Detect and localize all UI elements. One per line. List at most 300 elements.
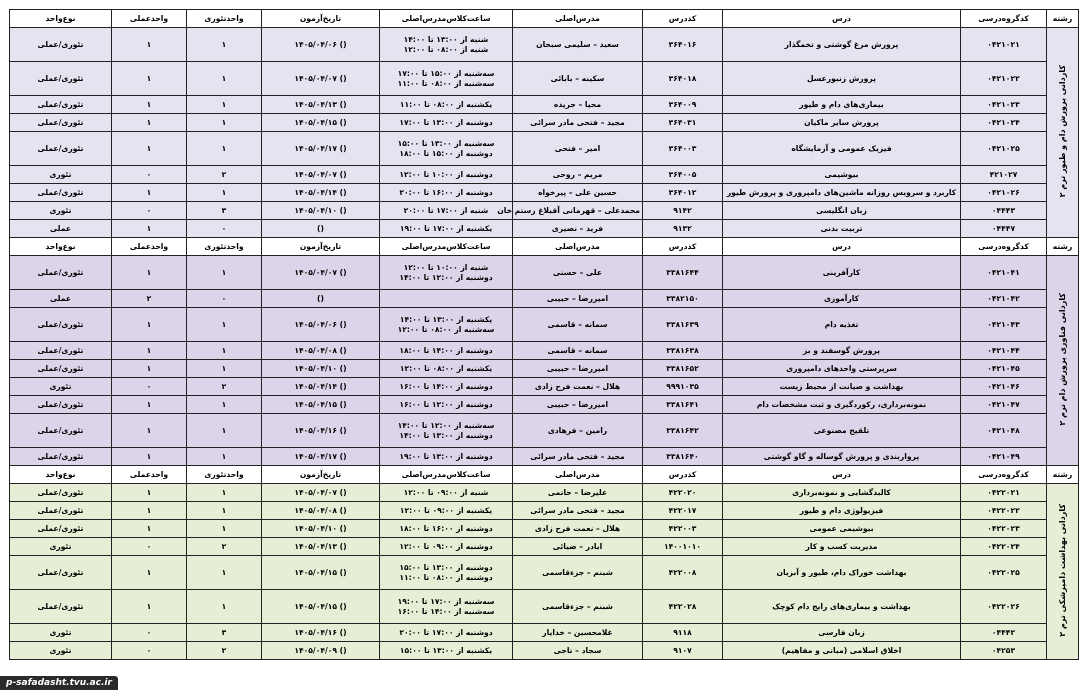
teacher-cell: رامین – فرهادی — [513, 414, 643, 448]
theory-units-cell: ۲ — [187, 642, 262, 660]
field-name-cell — [1047, 28, 1079, 238]
exam-date-header: تاریخ‌آزمون — [262, 238, 380, 256]
class-time-cell — [380, 396, 513, 414]
class-time-line: سه‌شنبه از ۱۲:۰۰ تا ۱۴:۰۰ — [397, 421, 495, 431]
table-row — [10, 624, 1079, 642]
group-code-cell: ۰۴۲۱۰۲۲ — [961, 62, 1047, 96]
unit-type-cell: تئوری/عملی — [10, 396, 112, 414]
unit-type-cell: تئوری/عملی — [10, 502, 112, 520]
exam-date-cell: () ۱۴۰۵/۰۴/۰۶ — [262, 308, 380, 342]
exam-date-cell: () ۱۴۰۵/۰۴/۱۰ — [262, 520, 380, 538]
unit-type-cell: تئوری — [10, 538, 112, 556]
class-time-line: سه‌شنبه از ۰۸:۰۰ تا ۱۲:۰۰ — [397, 324, 495, 334]
course-code-cell: ۳۳۸۲۱۵۰ — [643, 290, 723, 308]
course-code-cell: ۹۱۱۸ — [643, 624, 723, 642]
course-code-cell: ۳۳۸۱۶۴۴ — [643, 256, 723, 290]
theory-units-cell: ۰ — [187, 290, 262, 308]
teacher-cell: حسین علی – پیرخواه — [513, 184, 643, 202]
course-name-cell: پرورش زنبورعسل — [723, 62, 961, 96]
unit-type-header: نوع‌واحد — [10, 238, 112, 256]
table-row — [10, 360, 1079, 378]
class-time-line: دوشنبه از ۱۲:۰۰ تا ۱۴:۰۰ — [399, 272, 493, 282]
group-code-cell: ۰۴۲۱۰۲۱ — [961, 28, 1047, 62]
exam-date-header: تاریخ‌آزمون — [262, 466, 380, 484]
table-row — [10, 114, 1079, 132]
teacher-header: مدرس‌اصلی — [513, 466, 643, 484]
theory-units-header: واحدتئوری — [187, 10, 262, 28]
theory-units-cell: ۱ — [187, 256, 262, 290]
class-time-cell — [380, 28, 513, 62]
table-row — [10, 378, 1079, 396]
unit-type-cell: تئوری/عملی — [10, 360, 112, 378]
practical-units-cell: ۱ — [112, 256, 187, 290]
class-time-cell — [380, 256, 513, 290]
group-code-cell: ۰۴۲۱۰۲۶ — [961, 184, 1047, 202]
group-code-cell: ۰۴۴۴۳ — [961, 202, 1047, 220]
table-row — [10, 396, 1079, 414]
exam-date-header: تاریخ‌آزمون — [262, 10, 380, 28]
course-code-cell: ۳۶۴۰۰۹ — [643, 96, 723, 114]
group-code-cell: ۰۴۲۱۰۴۱ — [961, 256, 1047, 290]
course-code-cell: ۱۴۰۰۱۰۱۰ — [643, 538, 723, 556]
section-header-row — [10, 466, 1079, 484]
teacher-header: مدرس‌اصلی — [513, 10, 643, 28]
class-time-line: یکشنبه از ۰۸:۰۰ تا ۱۲:۰۰ — [399, 363, 493, 373]
section-header-row — [10, 238, 1079, 256]
practical-units-header: واحدعملی — [112, 10, 187, 28]
practical-units-cell: ۱ — [112, 396, 187, 414]
practical-units-cell: ۱ — [112, 132, 187, 166]
teacher-cell: شبنم – جزءقاسمی — [513, 556, 643, 590]
table-row — [10, 166, 1079, 184]
unit-type-header: نوع‌واحد — [10, 10, 112, 28]
unit-type-cell: تئوری — [10, 166, 112, 184]
practical-units-cell: ۰ — [112, 538, 187, 556]
theory-units-cell: ۱ — [187, 556, 262, 590]
class-time-line: دوشنبه از ۱۳:۰۰ تا ۱۹:۰۰ — [399, 451, 493, 461]
course-name-cell: کالبدگشایی و نمونه‌برداری — [723, 484, 961, 502]
table-row — [10, 308, 1079, 342]
practical-units-cell: ۰ — [112, 378, 187, 396]
course-name-cell: مدیریت کسب و کار — [723, 538, 961, 556]
exam-date-cell: () ۱۴۰۵/۰۴/۰۷ — [262, 256, 380, 290]
unit-type-cell: تئوری/عملی — [10, 590, 112, 624]
unit-type-cell: تئوری/عملی — [10, 62, 112, 96]
group-code-cell: ۰۴۲۱۰۲۳ — [961, 96, 1047, 114]
theory-units-cell: ۱ — [187, 590, 262, 624]
table-row — [10, 184, 1079, 202]
practical-units-cell: ۱ — [112, 484, 187, 502]
class-time-line: سه‌شنبه از ۱۳:۰۰ تا ۱۵:۰۰ — [397, 139, 495, 149]
exam-date-cell: () ۱۴۰۵/۰۴/۰۹ — [262, 642, 380, 660]
practical-units-cell: ۱ — [112, 342, 187, 360]
class-time-line: دوشنبه از ۱۳:۰۰ تا ۱۵:۰۰ — [399, 563, 493, 573]
practical-units-cell: ۰ — [112, 642, 187, 660]
theory-units-cell: ۰ — [187, 220, 262, 238]
course-name-cell: زبان انگلیسی — [723, 202, 961, 220]
course-name-cell: پرورش مرغ گوشتی و تخمگذار — [723, 28, 961, 62]
class-time-line: شنبه از ۱۷:۰۰ تا ۲۰:۰۰ — [403, 205, 489, 215]
group-code-header: کدگروه‌درسی — [961, 238, 1047, 256]
table-row — [10, 556, 1079, 590]
exam-date-cell: () ۱۴۰۵/۰۴/۰۸ — [262, 342, 380, 360]
course-code-cell: ۹۱۳۲ — [643, 220, 723, 238]
teacher-cell: سکینه – بابائی — [513, 62, 643, 96]
unit-type-cell: عملی — [10, 220, 112, 238]
unit-type-cell: تئوری — [10, 202, 112, 220]
unit-type-cell: تئوری/عملی — [10, 28, 112, 62]
practical-units-cell: ۰ — [112, 202, 187, 220]
group-code-cell: ۰۴۲۱۰۴۴ — [961, 342, 1047, 360]
practical-units-cell: ۱ — [112, 556, 187, 590]
table-row — [10, 484, 1079, 502]
course-name-cell: فیزیک عمومی و آزمایشگاه — [723, 132, 961, 166]
class-time-cell — [380, 166, 513, 184]
class-time-line: دوشنبه از ۱۳:۰۰ تا ۱۴:۰۰ — [399, 430, 493, 440]
class-time-cell — [380, 538, 513, 556]
unit-type-cell: تئوری/عملی — [10, 132, 112, 166]
field-name: کاردانی پرورش دام و طیور ترم ۲ — [1057, 65, 1067, 198]
table-row — [10, 520, 1079, 538]
unit-type-cell: تئوری/عملی — [10, 484, 112, 502]
practical-units-header: واحدعملی — [112, 466, 187, 484]
field-header: رشته — [1047, 10, 1079, 28]
group-code-cell: ۰۴۲۱۰۴۳ — [961, 308, 1047, 342]
practical-units-cell: ۱ — [112, 62, 187, 96]
exam-date-cell: () ۱۴۰۵/۰۴/۱۶ — [262, 624, 380, 642]
class-time-line: شنبه از ۰۹:۰۰ تا ۱۲:۰۰ — [403, 487, 489, 497]
practical-units-cell: ۱ — [112, 448, 187, 466]
class-time-cell — [380, 132, 513, 166]
course-code-cell: ۹۱۴۲ — [643, 202, 723, 220]
site-logo: p-safadasht.tvu.ac.ir — [0, 676, 118, 690]
course-code-header: کددرس — [643, 238, 723, 256]
table-row — [10, 538, 1079, 556]
class-time-line: یکشنبه از ۰۸:۰۰ تا ۱۱:۰۰ — [399, 99, 493, 109]
exam-date-cell: () ۱۴۰۵/۰۴/۱۴ — [262, 184, 380, 202]
course-code-cell: ۹۹۹۱۰۳۵ — [643, 378, 723, 396]
practical-units-cell: ۱ — [112, 360, 187, 378]
group-code-cell: ۰۴۲۱۰۲۵ — [961, 132, 1047, 166]
course-code-cell: ۴۲۲۰۲۸ — [643, 590, 723, 624]
class-time-cell — [380, 520, 513, 538]
class-time-cell — [380, 96, 513, 114]
class-time-line: دوشنبه از ۱۶:۰۰ تا ۱۸:۰۰ — [399, 523, 493, 533]
exam-date-cell: () ۱۴۰۵/۰۴/۱۰ — [262, 202, 380, 220]
course-header: درس — [723, 10, 961, 28]
class-time-header: ساعت‌کلاس‌مدرس‌اصلی — [380, 10, 513, 28]
class-time-cell — [380, 502, 513, 520]
exam-date-cell: () ۱۴۰۵/۰۴/۱۳ — [262, 96, 380, 114]
course-name-cell: فیزیولوژی دام و طیور — [723, 502, 961, 520]
class-time-cell — [380, 590, 513, 624]
class-time-cell — [380, 556, 513, 590]
class-time-cell — [380, 220, 513, 238]
class-time-cell — [380, 360, 513, 378]
class-time-line: دوشنبه از ۱۰:۰۰ تا ۱۲:۰۰ — [399, 169, 493, 179]
theory-units-cell: ۱ — [187, 520, 262, 538]
class-time-line: یکشنبه از ۱۳:۰۰ تا ۱۵:۰۰ — [399, 645, 493, 655]
course-code-cell: ۳۳۸۱۶۳۹ — [643, 308, 723, 342]
practical-units-cell: ۱ — [112, 28, 187, 62]
teacher-header: مدرس‌اصلی — [513, 238, 643, 256]
course-header: درس — [723, 238, 961, 256]
table-row — [10, 642, 1079, 660]
teacher-cell: محمدعلی – قهرمانی آقبلاغ رستم خان — [513, 202, 643, 220]
class-time-line: شنبه از ۱۰:۰۰ تا ۱۲:۰۰ — [403, 263, 489, 273]
theory-units-cell: ۱ — [187, 96, 262, 114]
group-code-header: کدگروه‌درسی — [961, 10, 1047, 28]
teacher-cell: امیررضا – حبیبی — [513, 360, 643, 378]
group-code-cell: ۰۴۲۲۰۲۴ — [961, 538, 1047, 556]
teacher-cell: سمانه – قاسمی — [513, 308, 643, 342]
exam-date-cell: () ۱۴۰۵/۰۴/۰۶ — [262, 28, 380, 62]
group-code-cell: ۰۴۲۲۰۲۲ — [961, 502, 1047, 520]
class-time-line: دوشنبه از ۱۵:۰۰ تا ۱۸:۰۰ — [399, 148, 493, 158]
course-name-cell: تلقیح مصنوعی — [723, 414, 961, 448]
field-name-cell — [1047, 256, 1079, 466]
exam-date-cell: () ۱۴۰۵/۰۴/۰۷ — [262, 62, 380, 96]
exam-date-cell: () ۱۴۰۵/۰۴/۰۷ — [262, 166, 380, 184]
table-row — [10, 256, 1079, 290]
field-header: رشته — [1047, 238, 1079, 256]
practical-units-header: واحدعملی — [112, 238, 187, 256]
theory-units-cell: ۳ — [187, 624, 262, 642]
theory-units-header: واحدتئوری — [187, 238, 262, 256]
course-code-cell: ۳۳۸۱۶۳۸ — [643, 342, 723, 360]
theory-units-cell: ۱ — [187, 360, 262, 378]
theory-units-header: واحدتئوری — [187, 466, 262, 484]
teacher-cell: امیررضا – حبیبی — [513, 290, 643, 308]
group-code-cell: ۰۴۴۴۲ — [961, 624, 1047, 642]
theory-units-cell: ۲ — [187, 166, 262, 184]
class-time-cell — [380, 378, 513, 396]
table-row — [10, 132, 1079, 166]
course-code-cell: ۴۲۲۰۲۰ — [643, 484, 723, 502]
course-name-cell: بهداشت و صیانت از محیط زیست — [723, 378, 961, 396]
unit-type-cell: تئوری — [10, 642, 112, 660]
unit-type-cell: تئوری/عملی — [10, 184, 112, 202]
class-time-line: یکشنبه از ۰۹:۰۰ تا ۱۲:۰۰ — [399, 505, 493, 515]
course-name-cell: زبان فارسی — [723, 624, 961, 642]
course-code-cell: ۳۶۴۰۱۸ — [643, 62, 723, 96]
unit-type-cell: تئوری — [10, 624, 112, 642]
group-code-cell: ۰۴۲۲۰۲۶ — [961, 590, 1047, 624]
class-time-line: دوشنبه از ۰۹:۰۰ تا ۱۲:۰۰ — [399, 541, 493, 551]
class-time-line: یکشنبه از ۱۳:۰۰ تا ۱۴:۰۰ — [399, 315, 493, 325]
theory-units-cell: ۱ — [187, 184, 262, 202]
group-code-cell: ۰۴۲۱۰۴۲ — [961, 290, 1047, 308]
table-row — [10, 448, 1079, 466]
exam-date-cell: () ۱۴۰۵/۰۴/۱۷ — [262, 448, 380, 466]
table-row — [10, 202, 1079, 220]
course-name-cell: تغذیه دام — [723, 308, 961, 342]
teacher-cell: علی – حسنی — [513, 256, 643, 290]
exam-date-cell: () ۱۴۰۵/۰۴/۱۷ — [262, 132, 380, 166]
exam-date-cell: () ۱۴۰۵/۰۴/۰۷ — [262, 484, 380, 502]
teacher-cell: مجید – فتحی مادر سرائی — [513, 114, 643, 132]
teacher-cell: سجاد – تاجی — [513, 642, 643, 660]
course-name-cell: کاربرد و سرویس روزانه ماشین‌های دامپروری و پرورش طیور — [723, 184, 961, 202]
theory-units-cell: ۱ — [187, 28, 262, 62]
class-time-header: ساعت‌کلاس‌مدرس‌اصلی — [380, 238, 513, 256]
theory-units-cell: ۱ — [187, 114, 262, 132]
exam-date-cell: () ۱۴۰۵/۰۴/۱۴ — [262, 378, 380, 396]
exam-date-cell: () ۱۴۰۵/۰۴/۱۳ — [262, 538, 380, 556]
practical-units-cell: ۱ — [112, 590, 187, 624]
course-code-cell: ۳۶۴۰۰۵ — [643, 166, 723, 184]
course-code-cell: ۳۶۴۰۱۲ — [643, 184, 723, 202]
table-row — [10, 502, 1079, 520]
theory-units-cell: ۲ — [187, 538, 262, 556]
practical-units-cell: ۱ — [112, 184, 187, 202]
course-name-cell: اخلاق اسلامی (مبانی و مفاهیم) — [723, 642, 961, 660]
course-name-cell: کارآموزی — [723, 290, 961, 308]
group-code-cell: ۰۴۲۲۰۲۵ — [961, 556, 1047, 590]
class-time-cell — [380, 114, 513, 132]
theory-units-cell: ۱ — [187, 62, 262, 96]
course-name-cell: پرورش سایر ماکیان — [723, 114, 961, 132]
practical-units-cell: ۰ — [112, 166, 187, 184]
unit-type-cell: تئوری/عملی — [10, 342, 112, 360]
unit-type-cell: تئوری/عملی — [10, 520, 112, 538]
practical-units-cell: ۱ — [112, 114, 187, 132]
teacher-cell: شبنم – جزءقاسمی — [513, 590, 643, 624]
class-time-line: دوشنبه از ۰۸:۰۰ تا ۱۱:۰۰ — [399, 572, 493, 582]
theory-units-cell: ۳ — [187, 202, 262, 220]
course-name-cell: بیوشیمی عمومی — [723, 520, 961, 538]
class-time-cell — [380, 308, 513, 342]
class-time-line: شنبه از ۱۳:۰۰ تا ۱۴:۰۰ — [403, 35, 489, 45]
class-time-line: سه‌شنبه از ۱۵:۰۰ تا ۱۷:۰۰ — [397, 69, 495, 79]
group-code-cell: ۰۴۲۱۰۴۹ — [961, 448, 1047, 466]
practical-units-cell: ۱ — [112, 308, 187, 342]
exam-date-cell: () ۱۴۰۵/۰۴/۱۰ — [262, 360, 380, 378]
exam-date-cell: () ۱۴۰۵/۰۴/۱۵ — [262, 114, 380, 132]
unit-type-cell: عملی — [10, 290, 112, 308]
group-code-cell: ۰۴۲۱۰۴۶ — [961, 378, 1047, 396]
class-time-line: دوشنبه از ۱۴:۰۰ تا ۱۸:۰۰ — [399, 345, 493, 355]
unit-type-cell: تئوری/عملی — [10, 256, 112, 290]
theory-units-cell: ۱ — [187, 502, 262, 520]
course-code-cell: ۳۳۸۱۶۴۲ — [643, 414, 723, 448]
unit-type-cell: تئوری — [10, 378, 112, 396]
teacher-cell: هلال – نعمت فرح زادی — [513, 520, 643, 538]
theory-units-cell: ۱ — [187, 342, 262, 360]
unit-type-cell: تئوری/عملی — [10, 96, 112, 114]
theory-units-cell: ۱ — [187, 414, 262, 448]
course-code-header: کددرس — [643, 10, 723, 28]
course-code-cell: ۴۲۲۰۰۳ — [643, 520, 723, 538]
teacher-cell: هلال – نعمت فرح زادی — [513, 378, 643, 396]
unit-type-cell: تئوری/عملی — [10, 114, 112, 132]
class-time-cell — [380, 62, 513, 96]
class-time-header: ساعت‌کلاس‌مدرس‌اصلی — [380, 466, 513, 484]
teacher-cell: علیرضا – حاتمی — [513, 484, 643, 502]
class-time-cell — [380, 414, 513, 448]
class-time-line: سه‌شنبه از ۱۷:۰۰ تا ۱۹:۰۰ — [397, 597, 495, 607]
teacher-cell: غلامحسین – خدایار — [513, 624, 643, 642]
teacher-cell: مجید – فتحی مادر سرائی — [513, 502, 643, 520]
course-code-cell: ۳۳۸۱۶۴۱ — [643, 396, 723, 414]
practical-units-cell: ۱ — [112, 220, 187, 238]
exam-date-cell: () ۱۴۰۵/۰۴/۱۶ — [262, 414, 380, 448]
course-code-cell: ۳۶۴۰۰۳ — [643, 132, 723, 166]
practical-units-cell: ۱ — [112, 414, 187, 448]
field-name-cell — [1047, 484, 1079, 660]
group-code-cell: ۰۴۲۵۳ — [961, 642, 1047, 660]
table-row — [10, 290, 1079, 308]
class-time-cell — [380, 448, 513, 466]
schedule-container — [9, 9, 1078, 660]
exam-date-cell: () ۱۴۰۵/۰۴/۱۵ — [262, 396, 380, 414]
teacher-cell: امیررضا – حبیبی — [513, 396, 643, 414]
table-row — [10, 28, 1079, 62]
theory-units-cell: ۱ — [187, 484, 262, 502]
theory-units-cell: ۱ — [187, 308, 262, 342]
course-name-cell: بیوشیمی — [723, 166, 961, 184]
practical-units-cell: ۱ — [112, 502, 187, 520]
group-code-cell: ۰۴۲۱۰۴۷ — [961, 396, 1047, 414]
teacher-cell: سمانه – قاسمی — [513, 342, 643, 360]
group-code-cell: ۰۴۴۴۷ — [961, 220, 1047, 238]
class-time-line: دوشنبه از ۱۲:۰۰ تا ۱۶:۰۰ — [399, 399, 493, 409]
field-name: کاردانی بهداشت دامپزشکی ترم ۲ — [1057, 504, 1067, 637]
course-name-cell: بهداشت و بیماری‌های رایج دام کوچک — [723, 590, 961, 624]
course-name-cell: سرپرستی واحدهای دامپروری — [723, 360, 961, 378]
unit-type-cell: تئوری/عملی — [10, 414, 112, 448]
course-code-cell: ۳۳۸۱۶۵۲ — [643, 360, 723, 378]
group-code-cell: ۴۲۱۰۲۷ — [961, 166, 1047, 184]
class-time-line: یکشنبه از ۱۷:۰۰ تا ۱۹:۰۰ — [399, 223, 493, 233]
teacher-cell: فرید – نصیری — [513, 220, 643, 238]
teacher-cell: امیر – فتحی — [513, 132, 643, 166]
unit-type-cell: تئوری/عملی — [10, 448, 112, 466]
course-name-cell: بهداشت خوراک دام، طیور و آبزیان — [723, 556, 961, 590]
unit-type-cell: تئوری/عملی — [10, 556, 112, 590]
theory-units-cell: ۱ — [187, 132, 262, 166]
exam-date-cell: () — [262, 220, 380, 238]
schedule-table — [9, 9, 1079, 660]
course-name-cell: بیماری‌های دام و طیور — [723, 96, 961, 114]
exam-date-cell: () ۱۴۰۵/۰۴/۱۵ — [262, 590, 380, 624]
group-code-cell: ۰۴۲۲۰۲۳ — [961, 520, 1047, 538]
table-row — [10, 342, 1079, 360]
theory-units-cell: ۲ — [187, 378, 262, 396]
class-time-cell — [380, 202, 513, 220]
group-code-header: کدگروه‌درسی — [961, 466, 1047, 484]
class-time-cell — [380, 484, 513, 502]
theory-units-cell: ۱ — [187, 448, 262, 466]
course-name-cell: تربیت بدنی — [723, 220, 961, 238]
class-time-line: سه‌شنبه از ۰۸:۰۰ تا ۱۱:۰۰ — [397, 78, 495, 88]
class-time-line: دوشنبه از ۱۴:۰۰ تا ۱۶:۰۰ — [399, 381, 493, 391]
class-time-cell — [380, 624, 513, 642]
practical-units-cell: ۱ — [112, 520, 187, 538]
group-code-cell: ۰۴۲۱۰۴۵ — [961, 360, 1047, 378]
practical-units-cell: ۰ — [112, 624, 187, 642]
teacher-cell: مجید – فتحی مادر سرائی — [513, 448, 643, 466]
unit-type-header: نوع‌واحد — [10, 466, 112, 484]
teacher-cell: ابادر – ضیائی — [513, 538, 643, 556]
class-time-line: سه‌شنبه از ۱۴:۰۰ تا ۱۶:۰۰ — [397, 606, 495, 616]
table-row — [10, 96, 1079, 114]
field-header: رشته — [1047, 466, 1079, 484]
course-name-cell: کارآفرینی — [723, 256, 961, 290]
group-code-cell: ۰۴۲۱۰۲۴ — [961, 114, 1047, 132]
course-code-cell: ۴۲۲۰۰۸ — [643, 556, 723, 590]
class-time-line: دوشنبه از ۱۳:۰۰ تا ۱۷:۰۰ — [399, 117, 493, 127]
